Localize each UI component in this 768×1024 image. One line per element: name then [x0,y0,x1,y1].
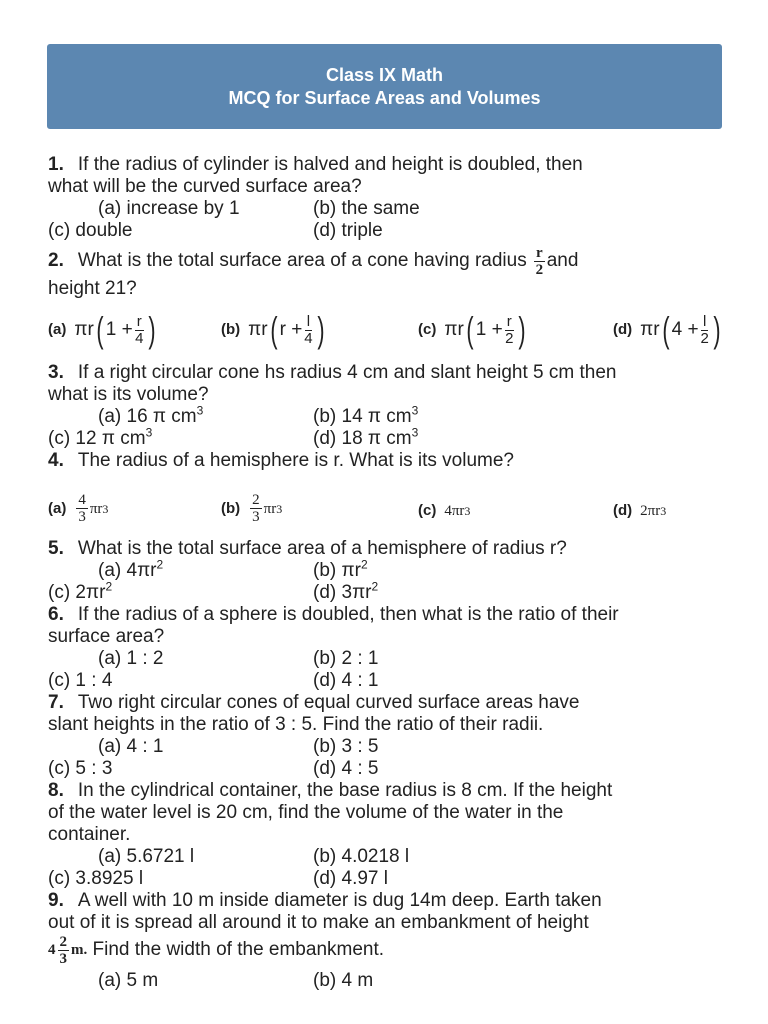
option-a[interactable]: (a) πr ( 1 + $\frac{r}{4}$ ) [48,309,156,350]
option-b[interactable]: (b) 4.0218 l [313,846,410,867]
option-b[interactable]: (b) 14 π $cm^3$ [313,403,419,427]
header-class: Class IX Math [325,64,444,85]
question-number: 2. [48,250,64,271]
question-text: In the cylindrical container, the base radius is 8 cm. If the height [77,780,613,801]
options [48,736,728,780]
option-c[interactable]: (c) πr ( 1 + $\frac{r}{2}$ ) [418,309,526,350]
option-c[interactable]: (c) 4πr 3 [418,502,471,519]
option-a[interactable]: (a) 1 : 2 [98,648,164,669]
question-text: of the water level is 20 cm, find the volume of the water in the [48,802,564,823]
option-a[interactable]: (a) $4\pi r^2$ [98,557,164,581]
option-d[interactable]: (d) 4 : 5 [313,758,379,779]
question-text: surface area? [48,626,165,647]
options [48,648,728,692]
option-a[interactable]: (a) $\frac{4}{3}$ πr 3 [48,492,109,525]
question-number: 1. [48,154,64,175]
question-text: The radius of a hemisphere is r. What is its volume? [77,450,514,471]
question-text: A well with 10 m inside diameter is dug 14m deep. Earth taken [77,890,602,911]
question-number: 6. [48,604,64,625]
option-a[interactable]: (a) 5.6721 l [98,846,195,867]
option-d[interactable]: (d) 4.97 l [313,868,388,889]
option-d[interactable]: (d) πr ( 4 + $\frac{l}{2}$ ) [613,309,721,350]
option-a[interactable]: (a) increase by 1 [98,198,240,219]
mixed-number: 4 $\frac{2}{3}$ m. [48,933,88,967]
question-9 [48,890,728,992]
option-d[interactable]: (d) $3\pi r^2$ [313,579,379,603]
question-text: Two right circular cones of equal curved surface areas have [77,692,580,713]
option-b[interactable]: (b) 2 : 1 [313,648,379,669]
option-b[interactable]: (b) $\pi r^2$ [313,557,368,581]
options [48,846,728,890]
question-number: 8. [48,780,64,801]
option-a[interactable]: (a) 4 : 1 [98,736,164,757]
question-text: If the radius of cylinder is halved and height is doubled, then [77,154,583,175]
option-b[interactable]: (b) πr ( r + $\frac{l}{4}$ ) [221,309,325,350]
question-1 [48,154,728,242]
question-number: 4. [48,450,64,471]
question-5 [48,538,728,604]
question-6 [48,604,728,692]
question-number: 7. [48,692,64,713]
radius-fraction: $\frac{r}{2}$ [535,244,544,278]
option-c[interactable]: (c) $2\pi r^2$ [48,579,113,603]
math-options [48,472,728,538]
question-text: If a right circular cone hs radius 4 cm and slant height 5 cm then [77,362,617,383]
question-text: What is the total surface area of a cone having radius [77,250,527,271]
options [48,198,728,242]
question-text: Find the width of the embankment. [92,939,385,960]
option-a[interactable]: (a) 16 π $cm^3$ [98,403,204,427]
question-text: height 21? [48,278,137,299]
question-4 [48,450,728,538]
options [48,403,728,450]
option-b[interactable]: (b) the same [313,198,420,219]
question-list [48,154,728,992]
question-text: If the radius of a sphere is doubled, then what is the ratio of their [77,604,619,625]
question-text: and [546,250,579,271]
option-c[interactable]: (c) 5 : 3 [48,758,113,779]
question-3 [48,362,728,450]
header-title: MCQ for Surface Areas and Volumes [228,87,541,108]
question-7 [48,692,728,780]
option-d[interactable]: (d) 2πr 3 [613,502,667,519]
option-d[interactable]: (d) 4 : 1 [313,670,379,691]
option-d[interactable]: (d) triple [313,220,383,241]
question-text: slant heights in the ratio of 3 : 5. Find the ratio of their radii. [48,714,544,735]
math-options [48,300,728,362]
page-header [47,44,722,129]
options [48,557,728,604]
option-c[interactable]: (c) 12 π $cm^3$ [48,425,153,449]
option-b[interactable]: (b) 3 : 5 [313,736,379,757]
question-number: 3. [48,362,64,383]
question-text: What is the total surface area of a hemisphere of radius r? [77,538,567,559]
option-c[interactable]: (c) 3.8925 l [48,868,144,889]
option-b[interactable]: (b) $\frac{2}{3}$ πr 3 [221,492,283,525]
option-c[interactable]: (c) 1 : 4 [48,670,113,691]
question-text: out of it is spread all around it to make an embankment of height [48,912,589,933]
question-number: 5. [48,538,64,559]
question-number: 9. [48,890,64,911]
question-8 [48,780,728,890]
question-text: what will be the curved surface area? [48,176,362,197]
option-b[interactable]: (b) 4 m [313,970,374,991]
option-d[interactable]: (d) 18 π $cm^3$ [313,425,419,449]
question-2 [48,244,728,362]
option-a[interactable]: (a) 5 m [98,970,159,991]
question-text: container. [48,824,131,845]
question-text: what is its volume? [48,384,209,405]
option-c[interactable]: (c) double [48,220,133,241]
options [48,970,728,992]
